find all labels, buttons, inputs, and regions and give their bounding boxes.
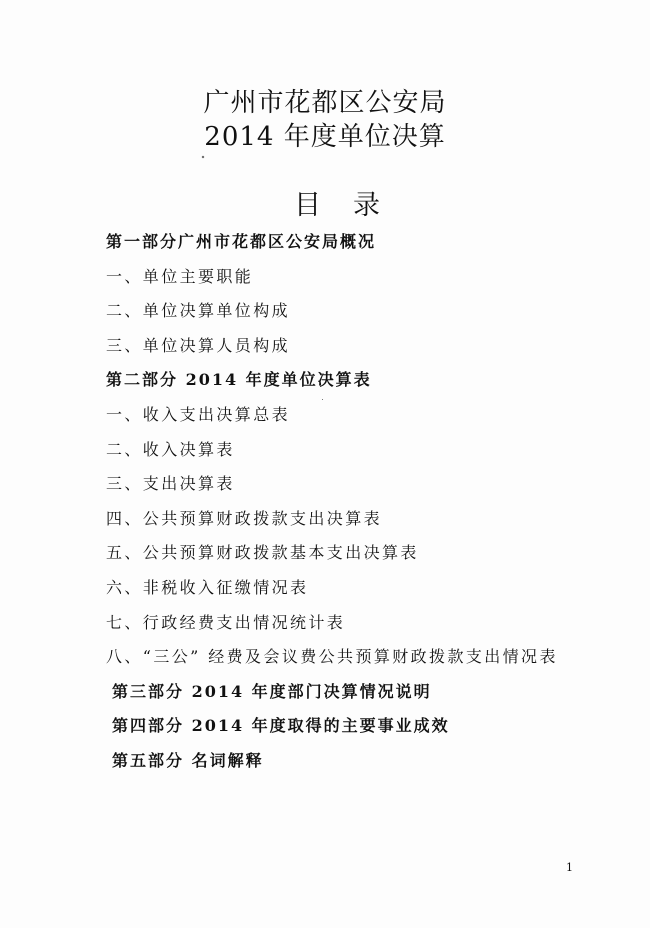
toc-part-3: 第三部分 2014 年度部门决算情况说明 — [112, 681, 432, 701]
toc-item-2-6: 六、非税收入征缴情况表 — [106, 577, 309, 597]
toc-item-2-4: 四、公共预算财政拨款支出决算表 — [106, 508, 383, 528]
scan-speck — [202, 156, 205, 159]
toc-item-2-2: 二、收入决算表 — [106, 439, 235, 459]
toc-heading: 目录 — [294, 190, 412, 221]
toc-item-2-3: 三、支出决算表 — [106, 474, 235, 494]
document-title-line-2: 2014 年度单位决算 — [204, 122, 446, 152]
toc-item-2-5: 五、公共预算财政拨款基本支出决算表 — [106, 543, 419, 563]
table-of-contents — [106, 225, 626, 779]
page-number: 1 — [566, 861, 573, 874]
toc-item-2-1: 一、收入支出决算总表 — [106, 404, 291, 424]
toc-part-1: 第一部分广州市花都区公安局概况 — [106, 232, 377, 251]
toc-part-5: 第五部分 名词解释 — [112, 750, 264, 770]
toc-item-2-8: 八、“三公” 经费及会议费公共预算财政拨款支出情况表 — [106, 647, 558, 667]
document-title-line-1: 广州市花都区公安局 — [203, 88, 447, 118]
toc-item-2-7: 七、行政经费支出情况统计表 — [106, 612, 346, 632]
toc-part-2: 第二部分 2014 年度单位决算表 — [106, 370, 372, 390]
toc-item-1-2: 二、单位决算单位构成 — [106, 301, 291, 321]
toc-item-1-3: 三、单位决算人员构成 — [106, 335, 291, 355]
toc-item-1-1: 一、单位主要职能 — [106, 266, 254, 286]
toc-part-4: 第四部分 2014 年度取得的主要事业成效 — [112, 716, 450, 736]
